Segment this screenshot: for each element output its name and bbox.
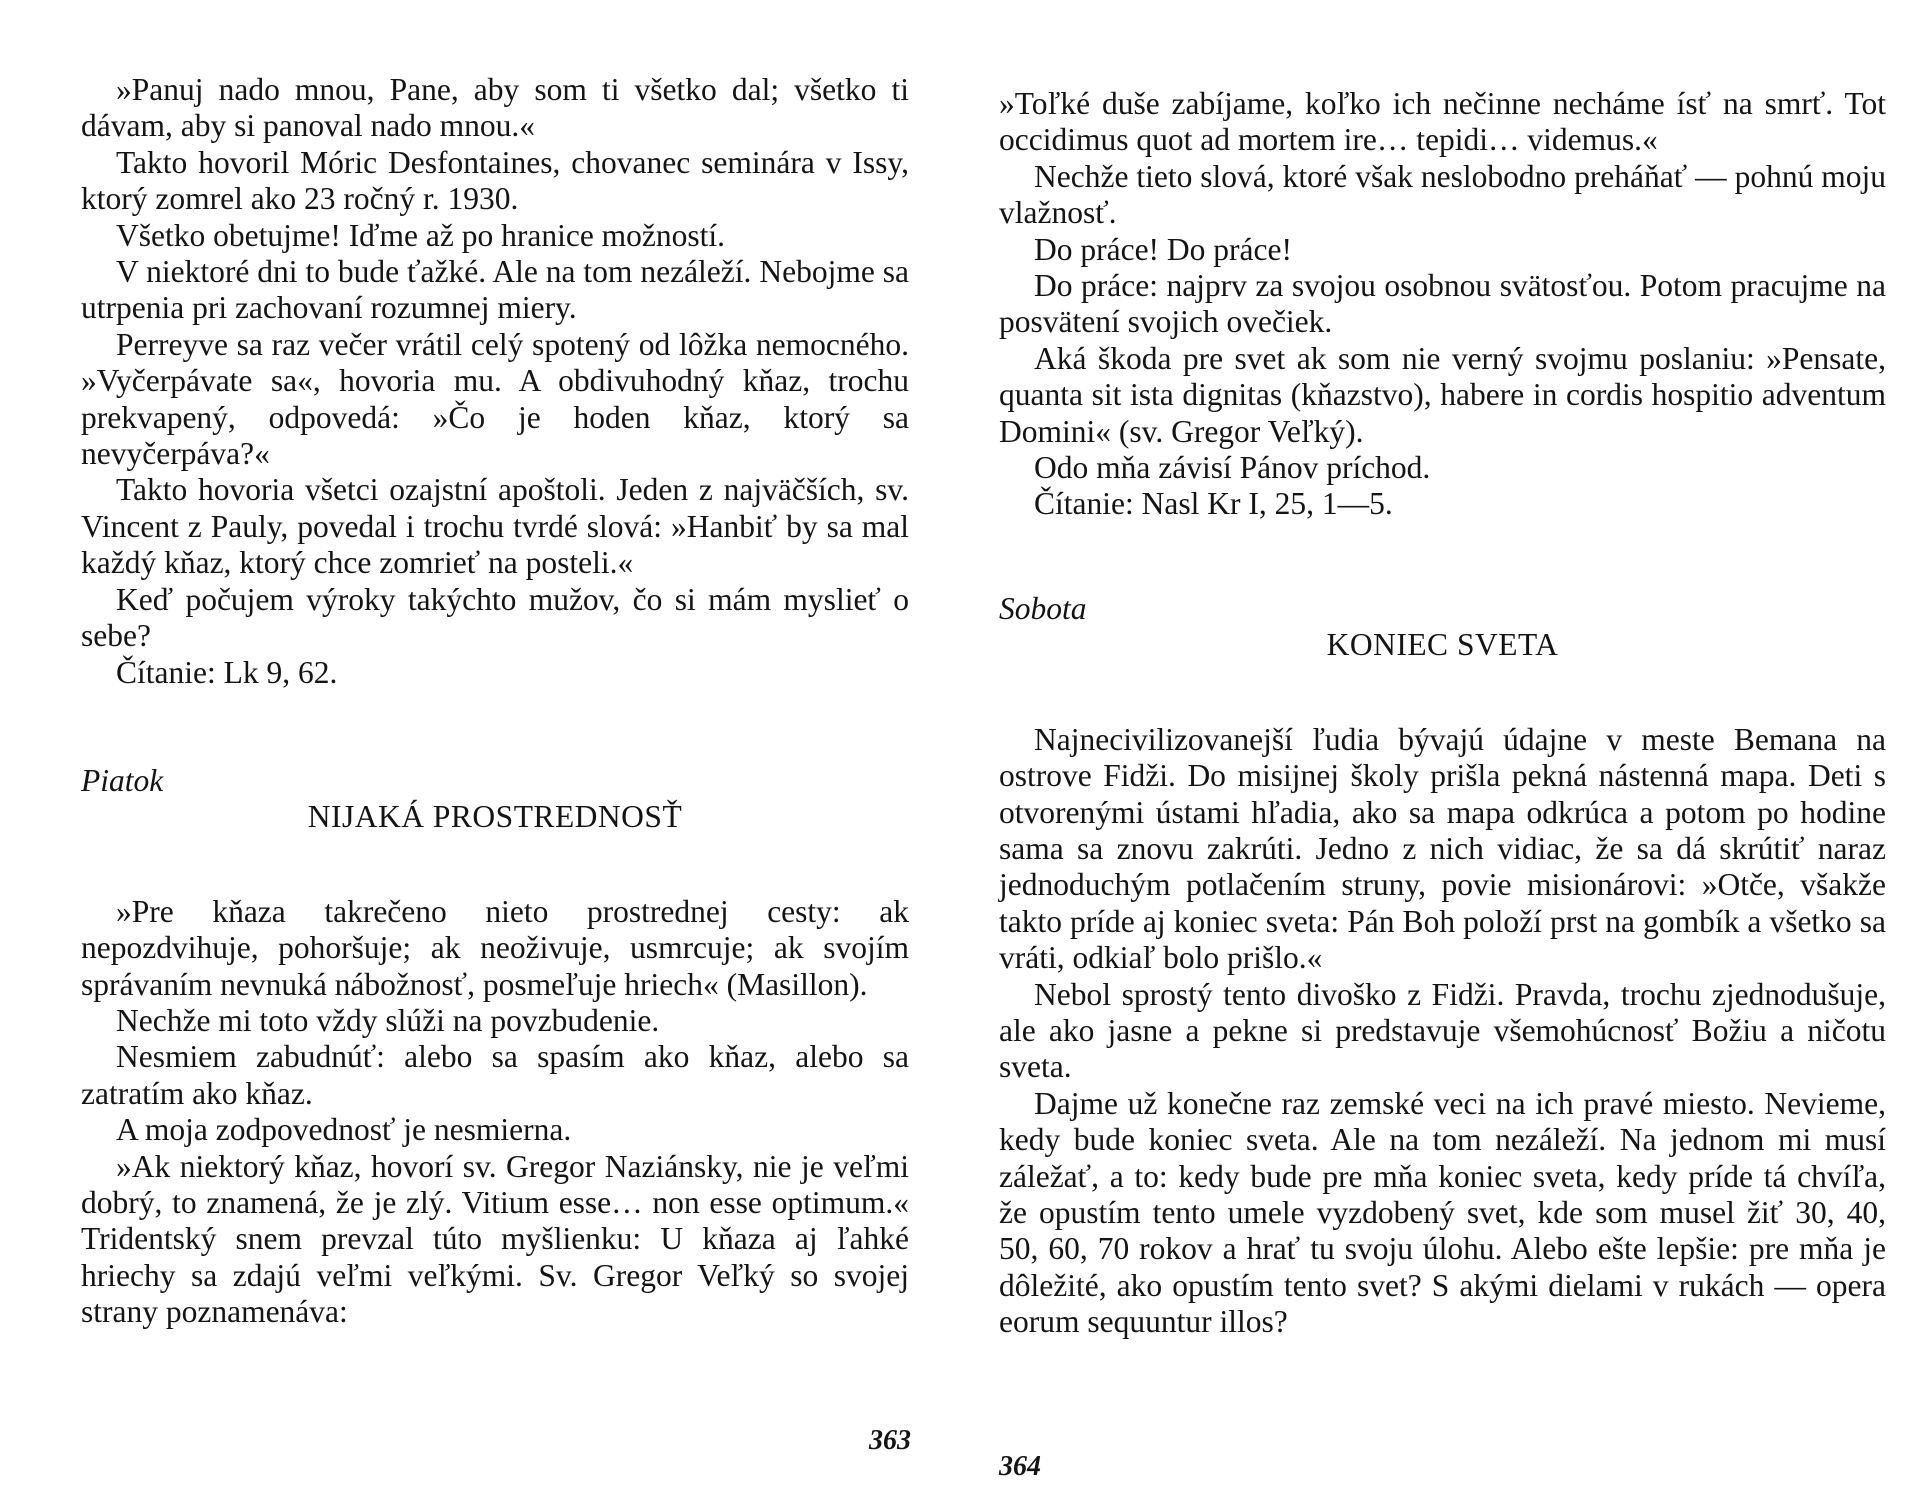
paragraph: »Pre kňaza takrečeno nieto prostrednej cesty: ak nepozdvihuje, pohoršuje; ak neoživuje, usmrcuje; ak svojím správaním nevnuká nábožnosť, posmeľuje hriech« (Masillon). [81, 893, 909, 1002]
section-heading: KONIEC SVETA [1326, 627, 1559, 663]
reading-reference: Čítanie: Lk 9, 62. [116, 654, 338, 690]
paragraph: Nechže tieto slová, ktoré však neslobodno preháňať — pohnú moju vlažnosť. [999, 158, 1886, 231]
reading-reference: Čítanie: Nasl Kr I, 25, 1—5. [1034, 486, 1393, 522]
paragraph: Všetko obetujme! Iďme až po hranice možností. [116, 217, 726, 253]
paragraph: Takto hovoria všetci ozajstní apoštoli. Jeden z najväčších, sv. Vincent z Pauly, povedal i trochu tvrdé slová: »Hanbiť by sa mal každý kňaz, ktorý chce zomrieť na posteli.« [81, 472, 909, 581]
paragraph: Nesmiem zabudnúť: alebo sa spasím ako kňaz, alebo sa zatratím ako kňaz. [81, 1039, 909, 1111]
paragraph: Do práce! Do práce! [1034, 231, 1292, 267]
paragraph: Dajme už konečne raz zemské veci na ich pravé miesto. Nevieme, kedy bude koniec sveta. Ale na tom nezáleží. Na jednom mi musí záležať, a to: kedy bude pre mňa koniec sveta, kedy príde tá chvíľa, že opustím tento umele vyzdobený svet, kde som musel žiť 30, 40, 50, 60, 70 rokov a hrať tu svoju úlohu. Alebo ešte lepšie: pre mňa je dôležité, ako opustím tento svet? S akými dielami v rukách — opera eorum sequuntur illos? [999, 1085, 1886, 1340]
paragraph: Odo mňa závisí Pánov príchod. [1034, 450, 1431, 486]
page-number: 364 [999, 1451, 1041, 1482]
paragraph: A moja zodpovednosť je nesmierna. [116, 1112, 572, 1148]
day-label: Piatok [81, 762, 164, 798]
right-page [953, 0, 1906, 1500]
section-heading: NIJAKÁ PROSTREDNOSŤ [307, 799, 683, 835]
paragraph: Najnecivilizovanejší ľudia bývajú údajne v meste Bemana na ostrove Fidži. Do misijnej školy prišla pekná nástenná mapa. Deti s otvorenými ústami hľadia, ako sa mapa odkrúca a potom po hodine sama sa znovu zakrúti. Jedno z nich vidiac, že sa dá skrútiť naraz jednoduchým potlačením struny, povie misionárovi: »Otče, všakže takto príde aj koniec sveta: Pán Boh položí prst na gombík a všetko sa vráti, odkiaľ bolo prišlo.« [999, 721, 1886, 976]
paragraph: Keď počujem výroky takýchto mužov, čo si mám myslieť o sebe? [81, 581, 909, 654]
paragraph: Do práce: najprv za svojou osobnou svätosťou. Potom pracujme na posvätení svojich ovečiek. [999, 268, 1886, 340]
day-label: Sobota [999, 590, 1087, 626]
page-number: 363 [869, 1425, 911, 1456]
paragraph: »Toľké duše zabíjame, koľko ich nečinne necháme ísť na smrť. Tot occidimus quot ad mortem ire… tepidi… videmus.« [999, 86, 1886, 158]
paragraph: »Ak niektorý kňaz, hovorí sv. Gregor Naziánsky, nie je veľmi dobrý, to znamená, že je zlý. Vitium esse… non esse optimum.« Tridentský snem prevzal túto myšlienku: U kňaza aj ľahké hriechy sa zdajú veľmi veľkými. Sv. Gregor Veľký so svojej strany poznamenáva: [81, 1148, 909, 1330]
paragraph: Perreyve sa raz večer vrátil celý spotený od lôžka nemocného. »Vyčerpávate sa«, hovoria mu. A obdivuhodný kňaz, trochu prekvapený, odpovedá: »Čo je hoden kňaz, ktorý sa nevyčerpáva?« [81, 326, 909, 472]
paragraph: V niektoré dni to bude ťažké. Ale na tom nezáleží. Nebojme sa utrpenia pri zachovaní rozumnej miery. [81, 254, 909, 326]
paragraph: Takto hovoril Móric Desfontaines, chovanec seminára v Issy, ktorý zomrel ako 23 ročný r. 1930. [81, 144, 909, 217]
paragraph: »Panuj nado mnou, Pane, aby som ti všetko dal; všetko ti dávam, aby si panoval nado mnou.« [81, 72, 909, 144]
paragraph: Nebol sprostý tento divoško z Fidži. Pravda, trochu zjednodušuje, ale ako jasne a pekne si predstavuje všemohúcnosť Božiu a ničotu sveta. [999, 976, 1886, 1085]
paragraph: Nechže mi toto vždy slúži na povzbudenie. [116, 1002, 660, 1038]
paragraph: Aká škoda pre svet ak som nie verný svojmu poslaniu: »Pensate, quanta sit ista dignitas (kňazstvo), habere in cordis hospitio adventum Domini« (sv. Gregor Veľký). [999, 340, 1886, 449]
